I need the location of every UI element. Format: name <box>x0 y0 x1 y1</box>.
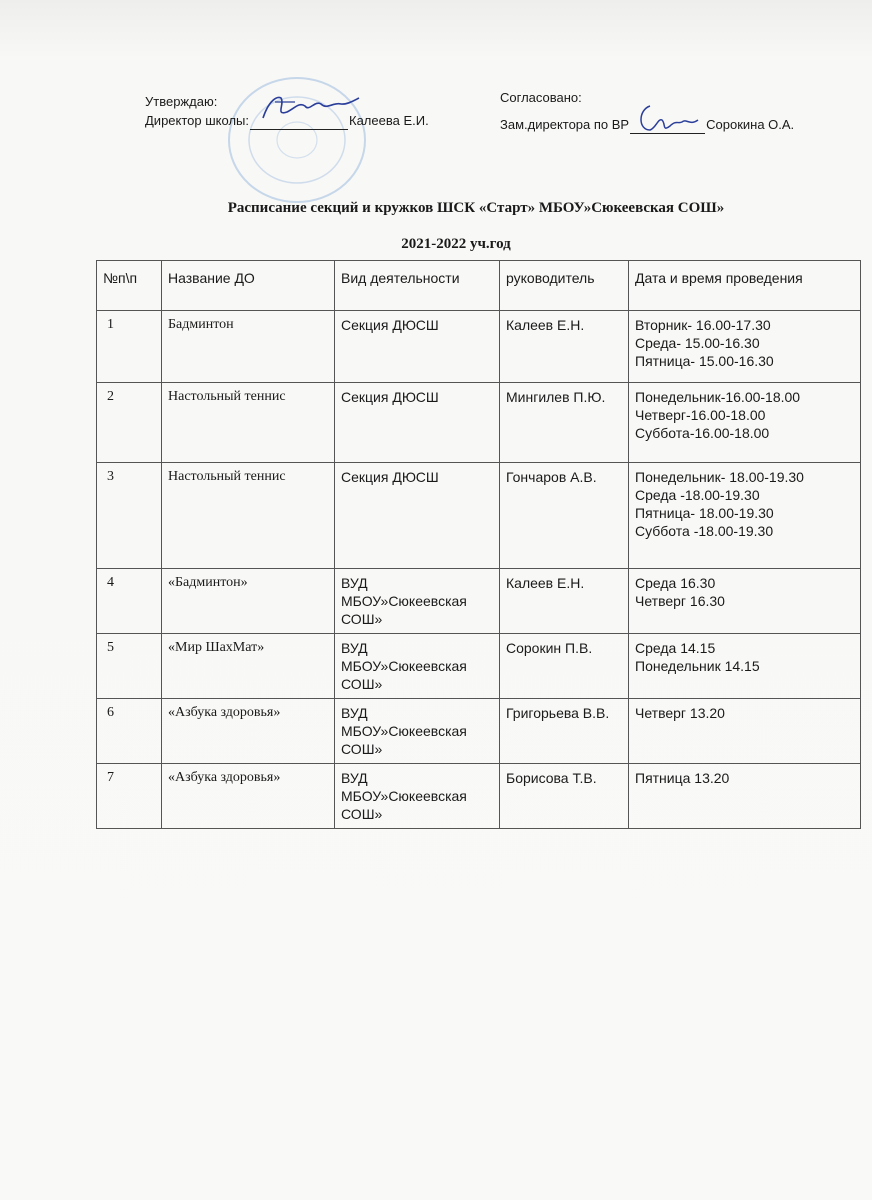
row-number: 2 <box>97 383 162 463</box>
header-number: №п\п <box>97 261 162 311</box>
row-kind: ВУД МБОУ»Сюкеевская СОШ» <box>335 699 500 764</box>
row-number: 6 <box>97 699 162 764</box>
row-head: Борисова Т.В. <box>500 764 629 829</box>
schedule-line: Четверг 13.20 <box>635 705 725 721</box>
schedule-line: Понедельник 14.15 <box>635 658 760 674</box>
header-kind: Вид деятельности <box>335 261 500 311</box>
row-schedule <box>629 383 861 463</box>
row-head: Мингилев П.Ю. <box>500 383 629 463</box>
schedule-table <box>96 260 861 829</box>
approval-position: Директор школы: <box>145 113 249 128</box>
row-number: 7 <box>97 764 162 829</box>
agreed-signature-line <box>630 119 705 134</box>
row-name: Настольный теннис <box>162 463 335 569</box>
schedule-line: Суббота -18.00-19.30 <box>635 523 774 539</box>
schedule-line: Среда 16.30 <box>635 575 716 591</box>
schedule-line: Пятница- 18.00-19.30 <box>635 505 774 521</box>
row-head: Калеев Е.Н. <box>500 569 629 634</box>
table-row <box>97 383 861 463</box>
header-name: Название ДО <box>162 261 335 311</box>
row-schedule <box>629 699 861 764</box>
schedule-line: Четверг 16.30 <box>635 593 725 609</box>
agreed-block <box>500 88 830 134</box>
row-kind: ВУД МБОУ»Сюкеевская СОШ» <box>335 569 500 634</box>
schedule-line: Вторник- 16.00-17.30 <box>635 317 771 333</box>
row-number: 3 <box>97 463 162 569</box>
row-name: «Мир ШахМат» <box>162 634 335 699</box>
table-header-row <box>97 261 861 311</box>
table-row <box>97 764 861 829</box>
row-name: «Бадминтон» <box>162 569 335 634</box>
row-name: «Азбука здоровья» <box>162 764 335 829</box>
row-head: Сорокин П.В. <box>500 634 629 699</box>
schedule-line: Суббота-16.00-18.00 <box>635 425 770 441</box>
table-row <box>97 699 861 764</box>
header-schedule: Дата и время проведения <box>629 261 861 311</box>
agreed-name: Сорокина О.А. <box>706 117 795 132</box>
row-schedule <box>629 569 861 634</box>
table-row <box>97 634 861 699</box>
row-head: Калеев Е.Н. <box>500 311 629 383</box>
schedule-line: Среда 14.15 <box>635 640 716 656</box>
approval-label: Утверждаю: <box>145 94 218 109</box>
agreed-signature-row <box>500 115 830 134</box>
row-schedule <box>629 463 861 569</box>
approval-block <box>145 92 475 130</box>
row-kind: ВУД МБОУ»Сюкеевская СОШ» <box>335 764 500 829</box>
row-name: Бадминтон <box>162 311 335 383</box>
row-name: «Азбука здоровья» <box>162 699 335 764</box>
school-year: 2021-2022 уч.год <box>401 236 511 252</box>
agreed-position: Зам.директора по ВР <box>500 117 630 132</box>
agreed-label: Согласовано: <box>500 90 582 105</box>
row-kind: Секция ДЮСШ <box>335 383 500 463</box>
schedule-line: Среда -18.00-19.30 <box>635 487 760 503</box>
schedule-line: Пятница 13.20 <box>635 770 730 786</box>
approval-name: Калеева Е.И. <box>349 113 429 128</box>
row-schedule <box>629 764 861 829</box>
document-title: Расписание секций и кружков ШСК «Старт» МБОУ»Сюкеевская СОШ» <box>227 200 725 216</box>
row-head: Григорьева В.В. <box>500 699 629 764</box>
row-schedule <box>629 311 861 383</box>
table-row <box>97 463 861 569</box>
row-kind: ВУД МБОУ»Сюкеевская СОШ» <box>335 634 500 699</box>
row-name: Настольный теннис <box>162 383 335 463</box>
row-number: 1 <box>97 311 162 383</box>
row-kind: Секция ДЮСШ <box>335 311 500 383</box>
schedule-line: Четверг-16.00-18.00 <box>635 407 766 423</box>
schedule-line: Среда- 15.00-16.30 <box>635 335 760 351</box>
approval-signature-line <box>250 115 348 130</box>
schedule-line: Пятница- 15.00-16.30 <box>635 353 774 369</box>
table-row <box>97 569 861 634</box>
row-schedule <box>629 634 861 699</box>
table-row <box>97 311 861 383</box>
row-kind: Секция ДЮСШ <box>335 463 500 569</box>
row-number: 5 <box>97 634 162 699</box>
row-number: 4 <box>97 569 162 634</box>
row-head: Гончаров А.В. <box>500 463 629 569</box>
schedule-line: Понедельник-16.00-18.00 <box>635 389 801 405</box>
approval-signature-row <box>145 111 475 130</box>
header-head: руководитель <box>500 261 629 311</box>
schedule-line: Понедельник- 18.00-19.30 <box>635 469 804 485</box>
